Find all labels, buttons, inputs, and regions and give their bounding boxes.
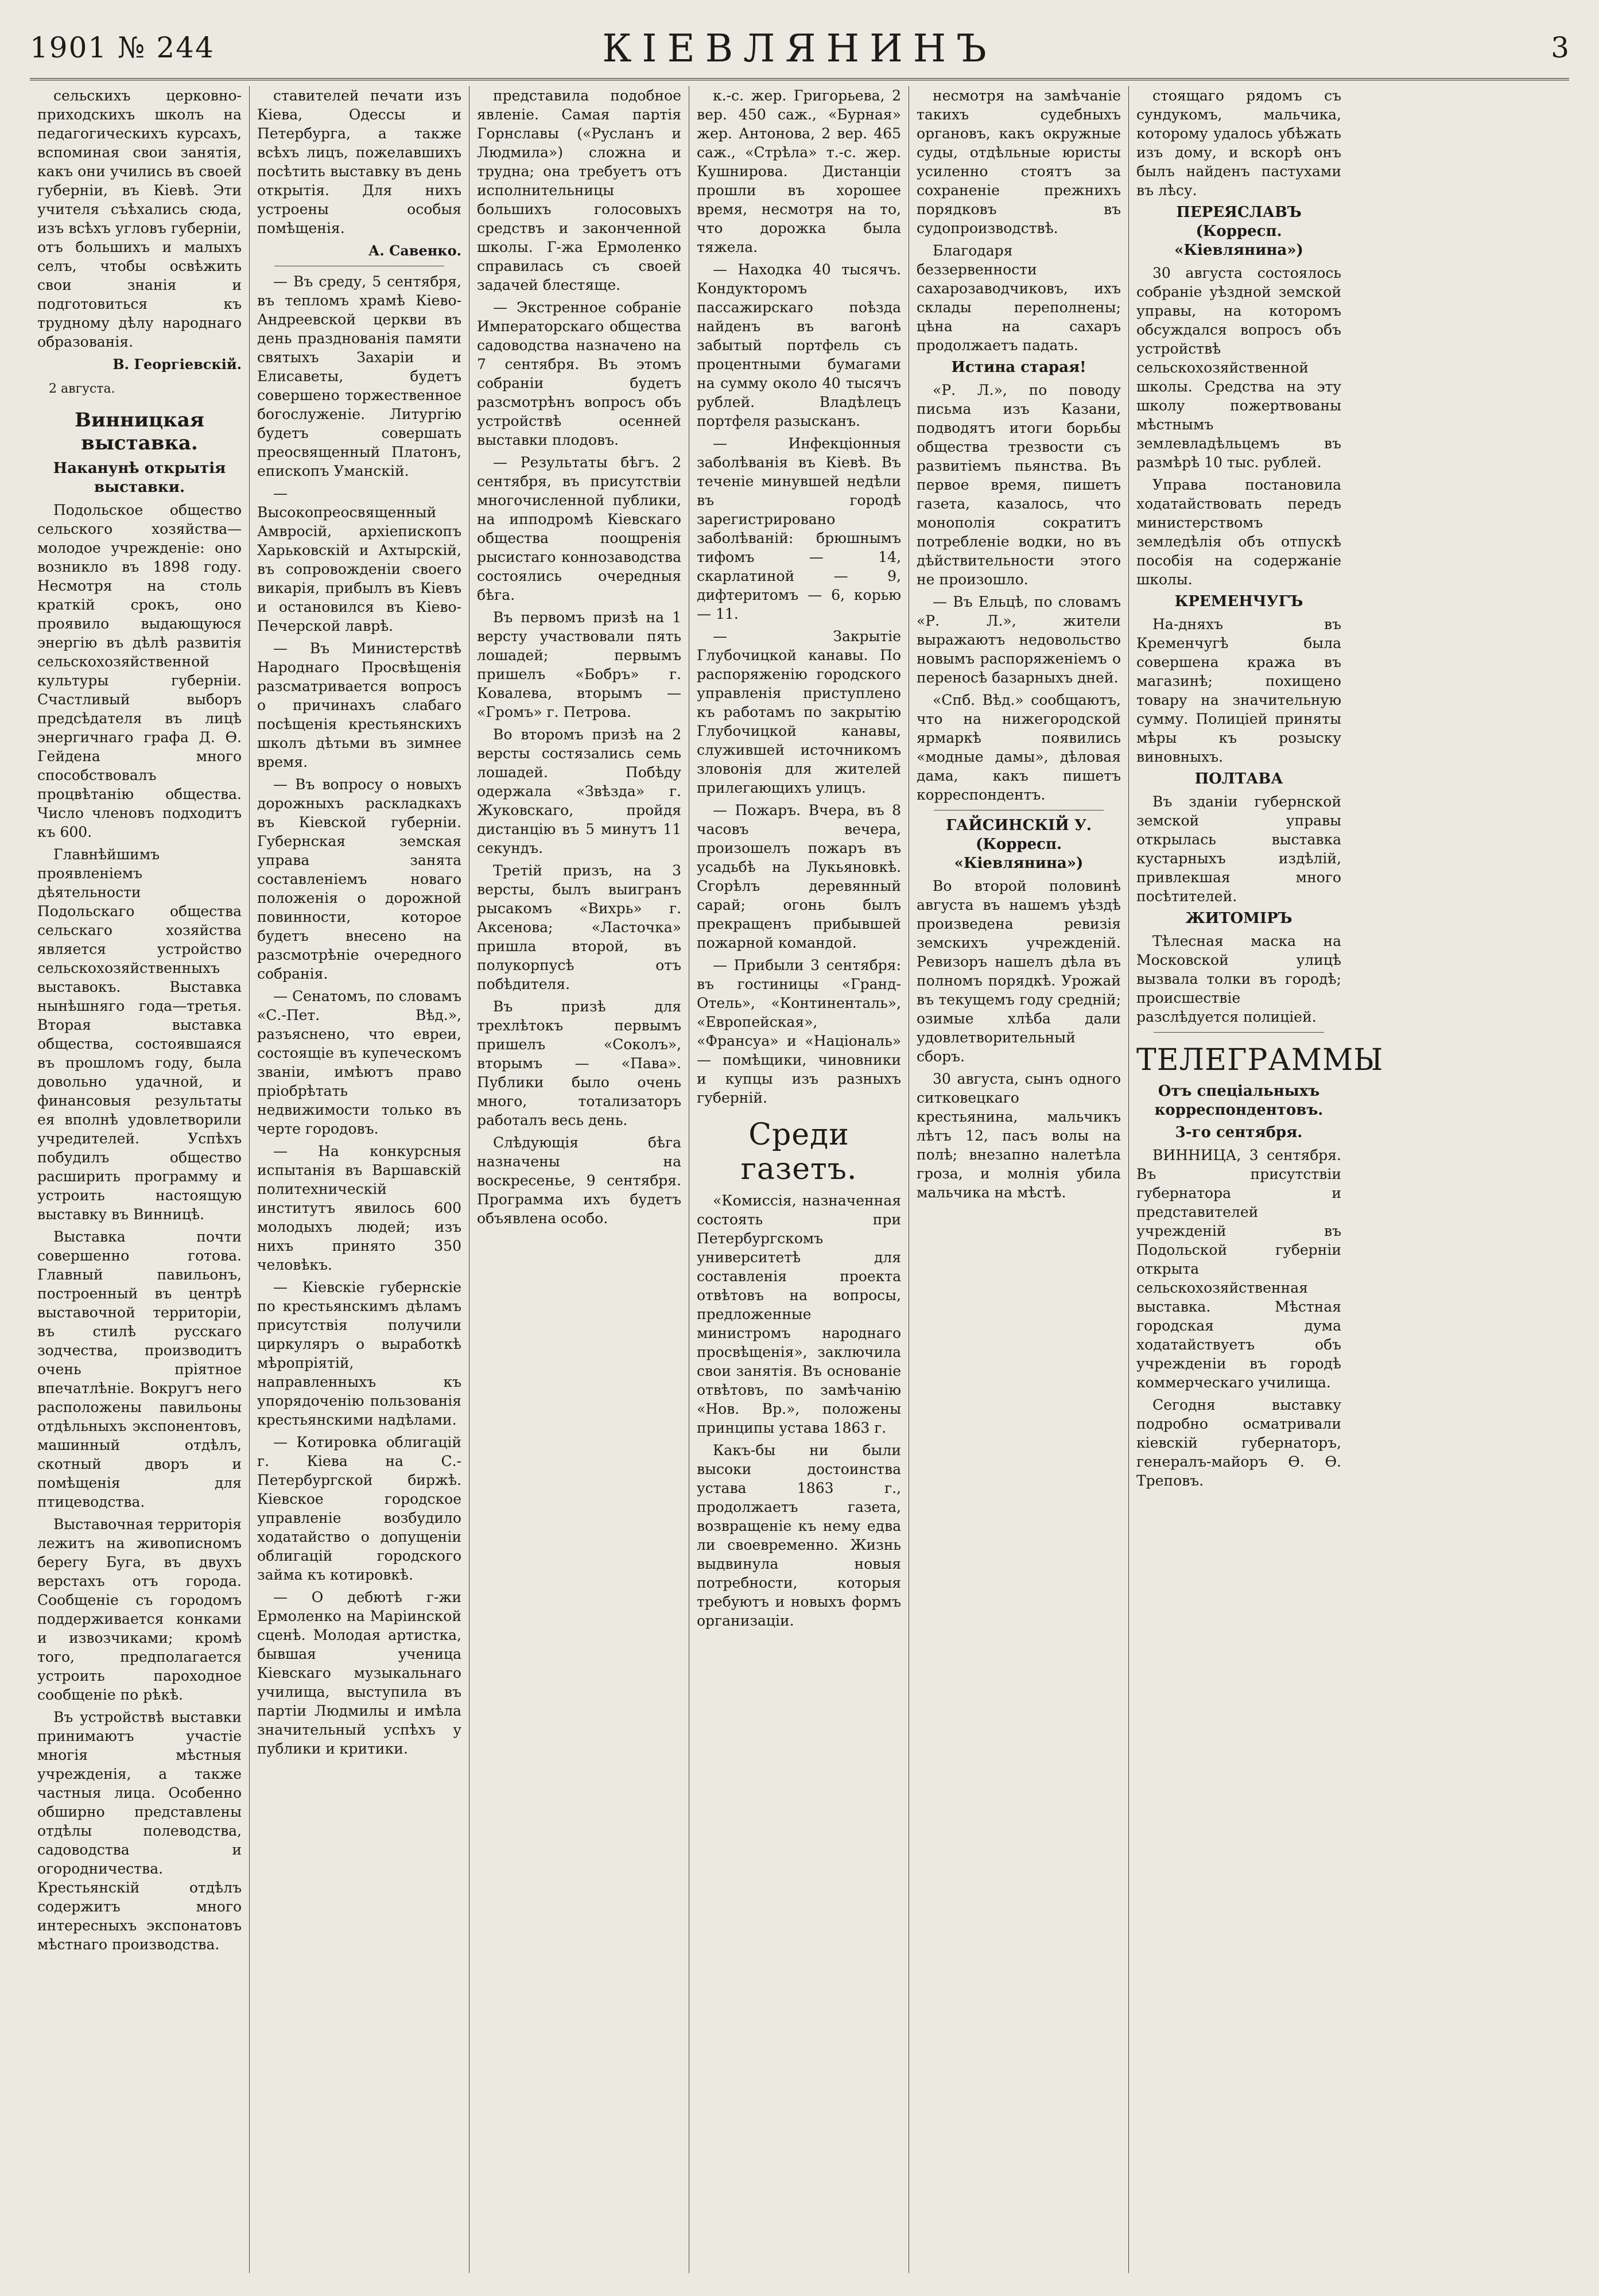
paragraph: Выставка почти совершенно готова. Главный павильонъ, построенный въ центрѣ выставочной территоріи, въ стилѣ русскаго зодчества, производитъ очень пріятное впечатлѣніе. Вокругъ него расположены павильоны отдѣльныхъ экспонентовъ, машинный отдѣлъ, скотный дворъ и помѣщенія для птицеводства. — [37, 1228, 242, 1510]
text-columns — [30, 86, 1569, 2273]
column-3 — [469, 86, 689, 2273]
telegram: ВИННИЦА, 3 сентября. Въ присутствіи губернатора и представителей учрежденій въ Подольской губерніи открыта сельскохозяйственная выставка. Мѣстная городская дума ходатайствуетъ объ учрежденіи въ городѣ коммерческаго училища. — [1136, 1147, 1341, 1391]
column-5 — [909, 86, 1129, 2273]
news-item: — Въ Министерствѣ Народнаго Просвѣщенія разсматривается вопросъ о причинахъ слабаго посѣщенія крестьянскихъ школъ дѣтьми въ зимнее время. — [257, 640, 461, 770]
paragraph: несмотря на замѣчаніе такихъ судебныхъ органовъ, какъ окружные суды, отдѣльные юристы усиленно стоятъ за сохраненіе прежнихъ порядковъ въ судопроизводствѣ. — [917, 87, 1121, 236]
paragraph: Тѣлесная маска на Московской улицѣ вызвала толки въ городѣ; происшествіе разслѣдуется полиціей. — [1136, 933, 1341, 1025]
column-4 — [689, 86, 909, 2273]
correspondence-title: ЖИТОМІРЪ — [1185, 910, 1293, 927]
news-item: — Находка 40 тысячъ. Кондукторомъ пассажирскаго поѣзда найденъ въ вагонѣ забытый портфель съ процентными бумагами на сумму около 40 тысячъ рублей. Владѣлецъ портфеля разысканъ. — [697, 261, 901, 429]
column-6 — [1129, 86, 1384, 2273]
page-number: 3 — [1551, 31, 1569, 64]
paragraph: Въ зданіи губернской земской управы открылась выставка кустарныхъ издѣлій, привлекшая много посѣтителей. — [1136, 793, 1341, 905]
paragraph: Главнѣйшимъ проявленіемъ дѣятельности Подольскаго общества сельскаго хозяйства является устройство сельскохозяйственныхъ выставокъ. Выставка нынѣшняго года—третья. Вторая выставка общества, состоявшаяся въ прошломъ году, была довольно удачной, и финансовыя результаты ея вполнѣ удовлетворили учредителей. Успѣхъ побудилъ общество расширить программу и устроить настоящую выставку въ Винницѣ. — [37, 846, 242, 1223]
paragraph: Благодаря беззервенности сахарозаводчиковъ, ихъ склады переполнены; цѣна на сахаръ продолжаетъ падать. — [917, 242, 1121, 354]
news-item: — Сенатомъ, по словамъ «С.-Пет. Вѣд.», разъяснено, что евреи, состоящіе въ купеческомъ званіи, имѣютъ право пріобрѣтать недвижимости только въ черте городовъ. — [257, 988, 461, 1137]
newspaper-title: КІЕВЛЯНИНЪ — [602, 26, 997, 71]
article-title: Истина старая! — [951, 359, 1086, 376]
page-header — [30, 23, 1569, 80]
news-item: — Въ среду, 5 сентября, въ тепломъ храмѣ Кіево-Андреевской церкви въ день празднованія памяти святыхъ Захаріи и Елисаветы, будетъ совершено торжественное богослуженіе. Литургію будетъ совершать преосвященный Платонъ, епископъ Уманскій. — [257, 273, 461, 479]
paragraph: ставителей печати изъ Кіева, Одессы и Петербурга, а также всѣхъ лицъ, пожелавшихъ посѣтить выставку въ день открытія. Для нихъ устроены особыя помѣщенія. — [257, 87, 461, 236]
news-item: — Котировка облигацій г. Кіева на С.-Петербургской биржѣ. Кіевское городское управленіе возбудило ходатайство о допущеніи облигацій городского займа къ котировкѣ. — [257, 1434, 461, 1583]
news-item: — Пожаръ. Вчера, въ 8 часовъ вечера, произошелъ пожаръ въ усадьбѣ на Лукьяновкѣ. Сгорѣлъ деревянный сарай; огонь былъ прекращенъ прибывшей пожарной командой. — [697, 802, 901, 951]
paragraph: «Комиссія, назначенная состоять при Петербургскомъ университетѣ для составленія проекта отвѣтовъ на вопросы, предложенные министромъ народнаго просвѣщенія», заключила свои занятія. Въ основаніе отвѣтовъ, по замѣчанію «Нов. Вр.», положены принципы устава 1863 г. — [697, 1192, 901, 1436]
signature: А. Савенко. — [368, 242, 461, 259]
news-item: — Прибыли 3 сентября: въ гостиницы «Гранд-Отель», «Континенталь», «Европейская», «Франсуа» и «Національ» — помѣщики, чиновники и купцы изъ разныхъ губерній. — [697, 957, 901, 1106]
telegrams-date: 3-го сентября. — [1175, 1124, 1303, 1141]
paragraph: Слѣдующія бѣга назначены на воскресенье, 9 сентября. Программа ихъ будетъ объявлена особо. — [477, 1134, 681, 1227]
signature: В. Георгіевскій. — [112, 356, 242, 373]
paragraph: «Р. Л.», по поводу письма изъ Казани, подводятъ итоги борьбы общества трезвости съ развитіемъ пьянства. Въ первое время, пишетъ газета, казалось, что монополія сократитъ потребленіе водки, но въ дѣйствительности этого не произошло. — [917, 382, 1121, 588]
paragraph: Какъ-бы ни были высоки достоинства устава 1863 г., продолжаетъ газета, возвращеніе къ нему едва ли своевременно. Жизнь выдвинула новыя потребности, которыя требуютъ и новыхъ формъ организаціи. — [697, 1442, 901, 1629]
paragraph: 30 августа, сынъ одного ситковецкаго крестьянина, мальчикъ лѣтъ 12, пасъ волы на полѣ; внезапно налетѣла гроза, и молнія убила мальчика на мѣстѣ. — [917, 1071, 1121, 1201]
news-item: — Результаты бѣгъ. 2 сентября, въ присутствіи многочисленной публики, на ипподромѣ Кіевскаго общества поощренія рысистаго коннозаводства состоялись очередныя бѣга. — [477, 454, 681, 603]
paragraph: сельскихъ церковно-приходскихъ школъ на педагогическихъ курсахъ, вспоминая свои занятія, какъ они учились въ своей губерніи, въ Кіевѣ. Эти учителя съѣхались сюда, изъ всѣхъ угловъ губерніи, отъ большихъ и малыхъ селъ, чтобы освѣжить свои знанія и подготовиться къ трудному дѣлу народнаго образованія. — [37, 87, 242, 350]
news-item: — Экстренное собраніе Императорскаго общества садоводства назначено на 7 сентября. Въ этомъ собраніи будетъ разсмотрѣнъ вопросъ объ устройствѣ осенней выставки плодовъ. — [477, 299, 681, 448]
correspondence-title: КРЕМЕНЧУГЪ — [1174, 593, 1303, 610]
paragraph: Выставочная территорія лежитъ на живописномъ берегу Буга, въ двухъ верстахъ отъ города. Сообщеніе съ городомъ поддерживается конками и извозчиками; кромѣ того, предполагается устроить пароходное сообщеніе по рѣкѣ. — [37, 1516, 242, 1703]
article-subtitle: Наканунѣ открытія выставки. — [53, 460, 226, 496]
paragraph: — Въ Ельцѣ, по словамъ «Р. Л.», жители выражаютъ недовольство новымъ распоряженіемъ о переносѣ базарныхъ дней. — [917, 594, 1121, 686]
paragraph: «Спб. Вѣд.» сообщаютъ, что на нижегородской ярмаркѣ появились «модные дамы», дѣловая дама, какъ пишетъ корреспондентъ. — [917, 692, 1121, 803]
paragraph: На-дняхъ въ Кременчугѣ была совершена кража въ магазинѣ; похищено товару на значительную сумму. Полиціей приняты мѣры къ розыску виновныхъ. — [1136, 616, 1341, 765]
correspondence-title: ПОЛТАВА — [1194, 770, 1283, 788]
correspondence-title: ГАЙСИНСКІЙ У. (Корресп. «Кіевлянина») — [946, 817, 1092, 872]
paragraph: Подольское общество сельского хозяйства—молодое учрежденіе: оно возникло въ 1898 году. Несмотря на столь краткій срокъ, оно проявило выдающуюся энергію въ дѣлѣ развитія сельскохозяйственной культуры губерніи. Счастливый выборъ предсѣдателя въ лицѣ энергичнаго графа Д. Ѳ. Гейдена много способствовалъ процвѣтанію общества. Число членовъ подходитъ къ 600. — [37, 502, 242, 840]
telegrams-title: ТЕЛЕГРАММЫ — [1136, 1043, 1384, 1077]
article-title: Винницкая выставка. — [75, 409, 204, 455]
news-item: — Въ вопросу о новыхъ дорожныхъ раскладкахъ въ Кіевской губерніи. Губернская земская управа занята составленіемъ новаго положенія о дорожной повинности, которое будетъ внесено на разсмотрѣніе очередного собранія. — [257, 776, 461, 982]
column-1 — [30, 86, 250, 2273]
paragraph: Въ устройствѣ выставки принимаютъ участіе многія мѣстныя учрежденія, а также частныя лица. Особенно обширно представлены отдѣлы полеводства, садоводства и огородничества. Крестьянскій отдѣлъ содержитъ много интересныхъ экспонатовъ мѣстнаго производства. — [37, 1709, 242, 1953]
telegram: Сегодня выставку подробно осматривали кіевскій губернаторъ, генералъ-майоръ Ѳ. Ѳ. Треповъ. — [1136, 1397, 1341, 1489]
paragraph: Во второмъ призѣ на 2 версты состязались семь лошадей. Побѣду одержала «Звѣзда» г. Жуковскаго, пройдя дистанцію въ 5 минутъ 11 секундъ. — [477, 726, 681, 856]
correspondence-title: ПЕРЕЯСЛАВЪ (Корресп. «Кіевлянина») — [1174, 204, 1303, 259]
paragraph: 30 августа состоялось собраніе уѣздной земской управы, на которомъ обсуждался вопросъ объ устройствѣ сельскохозяйственной школы. Средства на эту школу пожертвованы мѣстнымъ землевладѣльцемъ въ размѣрѣ 10 тыс. рублей. — [1136, 265, 1341, 471]
news-item: — На конкурсныя испытанія въ Варшавскій политехническій институтъ явилось 600 молодыхъ людей; изъ нихъ принято 350 человѣкъ. — [257, 1143, 461, 1273]
dateline: 2 августа. — [49, 382, 115, 396]
section-title: Среди газетъ. — [740, 1118, 857, 1186]
paragraph: Третій призъ, на 3 версты, былъ выигранъ рысакомъ «Вихрь» г. Аксенова; «Ласточка» пришла второй, въ полукорпусѣ отъ побѣдителя. — [477, 862, 681, 992]
paragraph: стоящаго рядомъ съ сундукомъ, мальчика, которому удалось убѣжать изъ дому, и вскорѣ онъ былъ найденъ пастухами въ лѣсу. — [1136, 87, 1341, 199]
paragraph: Во второй половинѣ августа въ нашемъ уѣздѣ произведена ревизія земскихъ учрежденій. Ревизоръ нашелъ дѣла въ полномъ порядкѣ. Урожай въ текущемъ году средній; озимые хлѣба дали удовлетворительный сборъ. — [917, 878, 1121, 1065]
news-item: — О дебютѣ г-жи Ермоленко на Маріинской сценѣ. Молодая артистка, бывшая ученица Кіевскаго музыкальнаго училища, выступила въ партіи Людмилы и имѣла значительный успѣхъ у публики и критики. — [257, 1589, 461, 1757]
news-item: — Закрытіе Глубочицкой канавы. По распоряженію городского управленія приступлено къ работамъ по закрытію Глубочицкой канавы, служившей источникомъ зловонія для жителей прилегающихъ улицъ. — [697, 628, 901, 796]
column-2 — [250, 86, 469, 2273]
news-item: — Высокопреосвященный Амвросій, архіепископъ Харьковскій и Ахтырскій, въ сопровожденіи своего викарія, прибылъ въ Кіевъ и остановился въ Кіево-Печерской лаврѣ. — [257, 485, 461, 634]
divider — [1154, 1032, 1324, 1033]
paragraph: представила подобное явленіе. Самая партія Горнславы («Русланъ и Людмила») сложна и трудна; она требуетъ отъ исполнительницы большихъ голосовыхъ средствъ и законченной школы. Г-жа Ермоленко справилась съ своей задачей блестяще. — [477, 87, 681, 293]
paragraph: Въ первомъ призѣ на 1 версту участвовали пять лошадей; первымъ пришелъ «Бобръ» г. Ковалева, вторымъ — «Громъ» г. Петрова. — [477, 609, 681, 720]
news-item: — Инфекціонныя заболѣванія въ Кіевѣ. Въ теченіе минувшей недѣли въ городѣ зарегистрировано заболѣваній: брюшнымъ тифомъ — 14, скарлатиной — 9, дифтеритомъ — 6, корью — 11. — [697, 435, 901, 622]
issue-number: 1901 № 244 — [30, 31, 215, 64]
telegrams-subtitle: Отъ спеціальныхъ корреспондентовъ. — [1154, 1083, 1324, 1119]
paragraph: к.-с. жер. Григорьева, 2 вер. 450 саж., «Бурная» жер. Антонова, 2 вер. 465 саж., «Стрѣла» т.-с. жер. Кушнирова. Дистанціи прошли въ хорошее время, несмотря на то, что дорожка была тяжела. — [697, 87, 901, 255]
paragraph: Въ призѣ для трехлѣтокъ первымъ пришелъ «Соколъ», вторымъ — «Пава». Публики было очень много, тотализаторъ работалъ весь день. — [477, 998, 681, 1128]
paragraph: Управа постановила ходатайствовать передъ министерствомъ земледѣлія объ отпускѣ пособія на содержаніе школы. — [1136, 476, 1341, 588]
news-item: — Кіевскіе губернскіе по крестьянскимъ дѣламъ присутствія получили циркуляръ о выработкѣ мѣропріятій, направленныхъ къ упорядоченію пользованія крестьянскими надѣлами. — [257, 1279, 461, 1428]
